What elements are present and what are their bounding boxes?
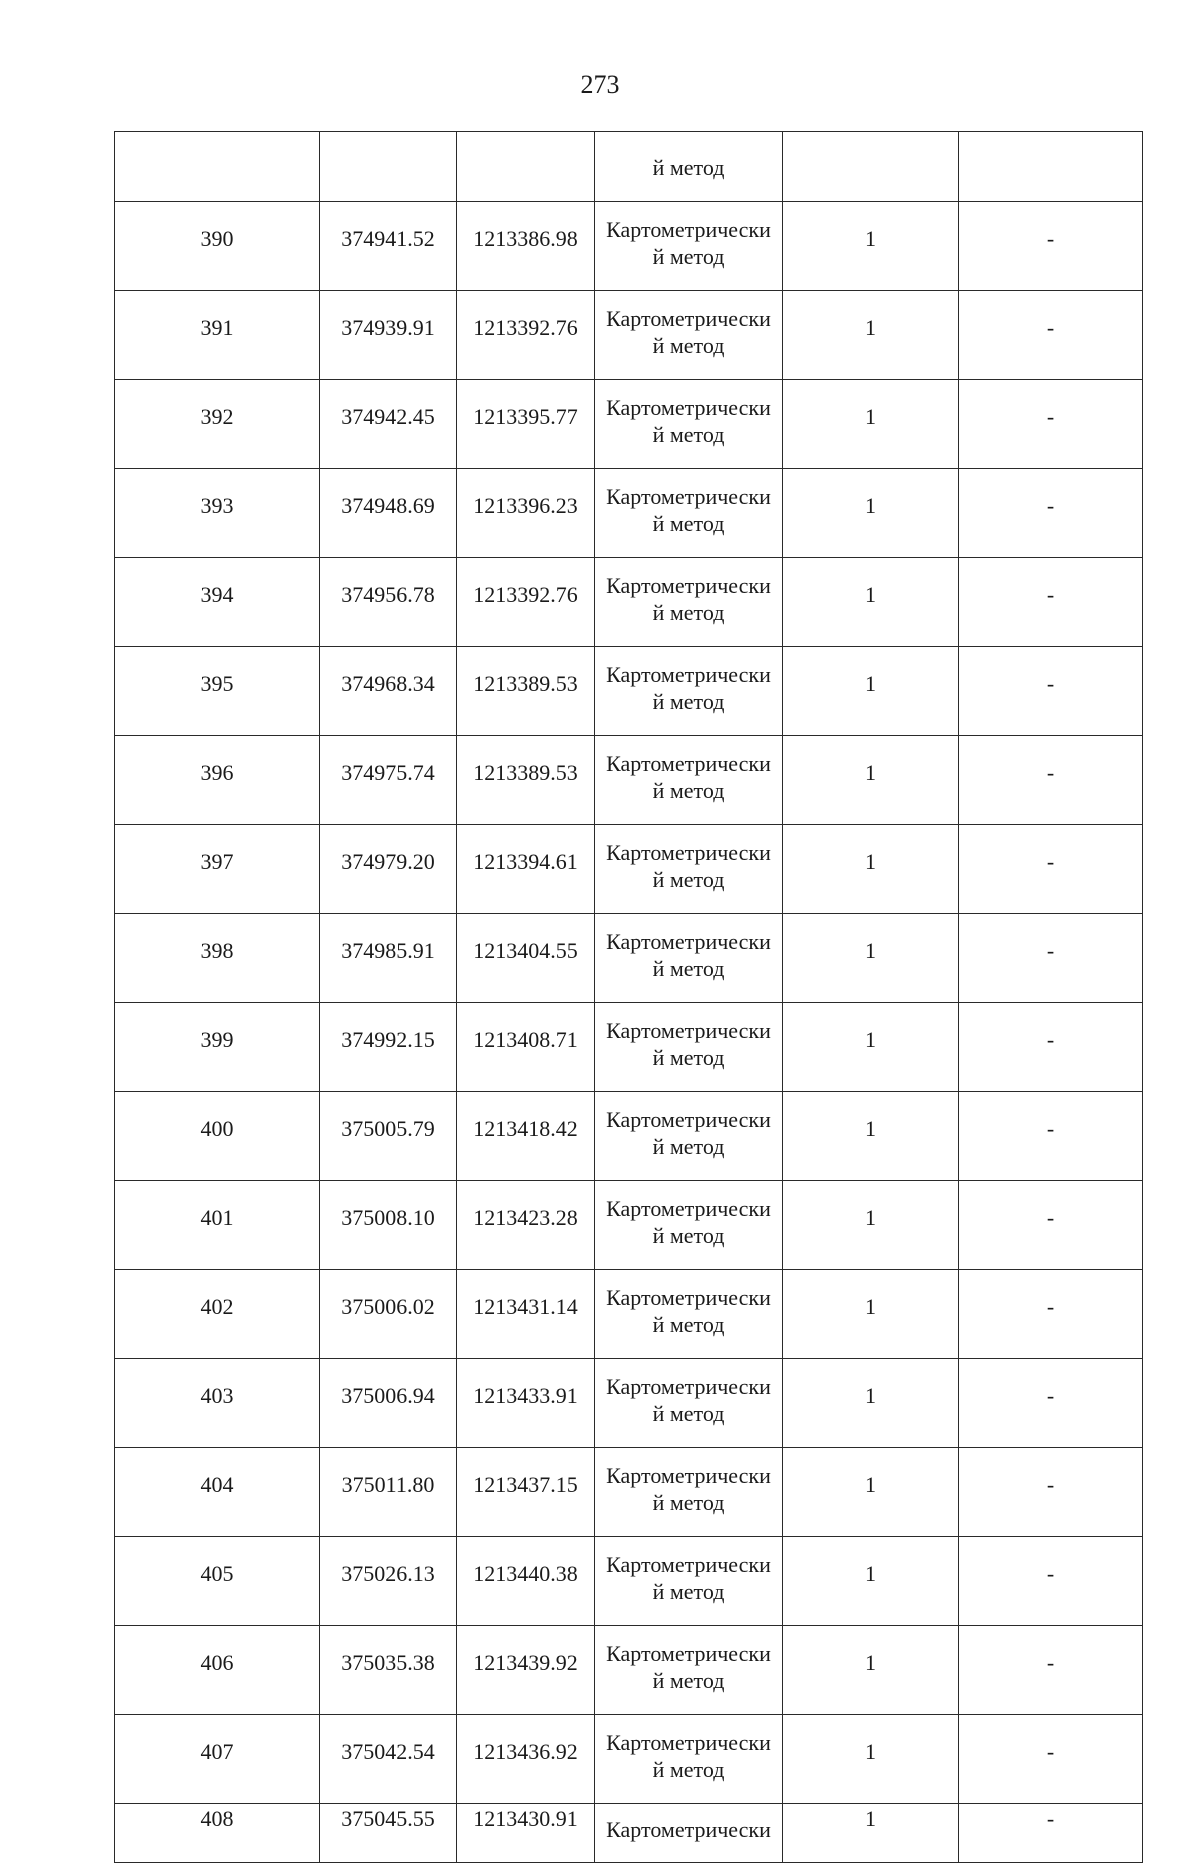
cell-x: 374942.45 xyxy=(320,380,457,469)
cell-y: 1213386.98 xyxy=(457,202,595,291)
cell-point: 398 xyxy=(115,914,320,1003)
method-text: Картометрически й метод xyxy=(606,1107,771,1159)
cell-y: 1213389.53 xyxy=(457,647,595,736)
cell-method xyxy=(595,1448,783,1537)
cell-x: 375008.10 xyxy=(320,1181,457,1270)
cell-method xyxy=(595,1626,783,1715)
cell-x: 375011.80 xyxy=(320,1448,457,1537)
cell-x: 374979.20 xyxy=(320,825,457,914)
table-row xyxy=(115,1804,1143,1863)
table-row xyxy=(115,558,1143,647)
table-row xyxy=(115,1448,1143,1537)
method-text: Картометрически й метод xyxy=(606,484,771,536)
cell-y: 1213389.53 xyxy=(457,736,595,825)
cell-y: 1213440.38 xyxy=(457,1537,595,1626)
cell-method xyxy=(595,1003,783,1092)
method-text: Картометрически xyxy=(606,1817,771,1842)
cell-method xyxy=(595,1537,783,1626)
cell-point: 397 xyxy=(115,825,320,914)
cell-x: 375026.13 xyxy=(320,1537,457,1626)
cell-point: 406 xyxy=(115,1626,320,1715)
cell-x: 375045.55 xyxy=(320,1804,457,1863)
table-row xyxy=(115,1537,1143,1626)
cell-point: 396 xyxy=(115,736,320,825)
cell-method xyxy=(595,736,783,825)
cell-precision: 1 xyxy=(783,647,959,736)
cell-note: - xyxy=(959,1537,1143,1626)
table-row xyxy=(115,291,1143,380)
cell-x: 375006.94 xyxy=(320,1359,457,1448)
method-text: Картометрически й метод xyxy=(606,840,771,892)
cell-y: 1213394.61 xyxy=(457,825,595,914)
cell-method xyxy=(595,1181,783,1270)
method-text: Картометрически й метод xyxy=(606,1196,771,1248)
table-row xyxy=(115,469,1143,558)
cell-y: 1213437.15 xyxy=(457,1448,595,1537)
table-row xyxy=(115,1715,1143,1804)
cell-point: 395 xyxy=(115,647,320,736)
cell-precision: 1 xyxy=(783,914,959,1003)
cell-precision: 1 xyxy=(783,1537,959,1626)
cell-note: - xyxy=(959,1359,1143,1448)
cell-note: - xyxy=(959,736,1143,825)
cell-y: 1213396.23 xyxy=(457,469,595,558)
method-text: Картометрически й метод xyxy=(606,751,771,803)
cell-method xyxy=(595,1270,783,1359)
cell-y: 1213430.91 xyxy=(457,1804,595,1863)
method-text: Картометрически й метод xyxy=(606,1552,771,1604)
cell-y xyxy=(457,132,595,202)
cell-note: - xyxy=(959,1804,1143,1863)
cell-point: 403 xyxy=(115,1359,320,1448)
table-row xyxy=(115,1003,1143,1092)
cell-x: 374968.34 xyxy=(320,647,457,736)
cell-note xyxy=(959,132,1143,202)
cell-method xyxy=(595,380,783,469)
cell-note: - xyxy=(959,1003,1143,1092)
coordinates-table xyxy=(114,131,1143,1863)
cell-precision: 1 xyxy=(783,1003,959,1092)
method-text: Картометрически й метод xyxy=(606,1018,771,1070)
method-text: Картометрически й метод xyxy=(606,1641,771,1693)
cell-precision: 1 xyxy=(783,1359,959,1448)
table-row xyxy=(115,914,1143,1003)
cell-precision xyxy=(783,132,959,202)
cell-x: 374975.74 xyxy=(320,736,457,825)
cell-note: - xyxy=(959,202,1143,291)
cell-y: 1213439.92 xyxy=(457,1626,595,1715)
cell-point xyxy=(115,132,320,202)
cell-precision: 1 xyxy=(783,1181,959,1270)
cell-x: 374941.52 xyxy=(320,202,457,291)
cell-precision: 1 xyxy=(783,1092,959,1181)
cell-precision: 1 xyxy=(783,291,959,380)
cell-precision: 1 xyxy=(783,825,959,914)
cell-method xyxy=(595,914,783,1003)
table-row xyxy=(115,825,1143,914)
cell-precision: 1 xyxy=(783,558,959,647)
cell-method xyxy=(595,1715,783,1804)
cell-note: - xyxy=(959,825,1143,914)
cell-y: 1213392.76 xyxy=(457,291,595,380)
cell-note: - xyxy=(959,1270,1143,1359)
method-text: Картометрически й метод xyxy=(606,395,771,447)
table-row xyxy=(115,202,1143,291)
cell-note: - xyxy=(959,1448,1143,1537)
method-text: Картометрически й метод xyxy=(606,1730,771,1782)
cell-method xyxy=(595,291,783,380)
cell-point: 401 xyxy=(115,1181,320,1270)
cell-note: - xyxy=(959,291,1143,380)
cell-x: 375005.79 xyxy=(320,1092,457,1181)
cell-precision: 1 xyxy=(783,1270,959,1359)
cell-y: 1213408.71 xyxy=(457,1003,595,1092)
cell-precision: 1 xyxy=(783,1626,959,1715)
cell-precision: 1 xyxy=(783,380,959,469)
table-row xyxy=(115,1270,1143,1359)
table-row xyxy=(115,1626,1143,1715)
cell-y: 1213404.55 xyxy=(457,914,595,1003)
cell-point: 399 xyxy=(115,1003,320,1092)
cell-y: 1213431.14 xyxy=(457,1270,595,1359)
method-text: Картометрически й метод xyxy=(606,573,771,625)
cell-y: 1213418.42 xyxy=(457,1092,595,1181)
cell-y: 1213423.28 xyxy=(457,1181,595,1270)
cell-y: 1213436.92 xyxy=(457,1715,595,1804)
method-text: Картометрически й метод xyxy=(606,929,771,981)
cell-method xyxy=(595,469,783,558)
cell-point: 393 xyxy=(115,469,320,558)
cell-note: - xyxy=(959,380,1143,469)
cell-method xyxy=(595,1804,783,1863)
cell-method xyxy=(595,1359,783,1448)
table-row xyxy=(115,1359,1143,1448)
table-row xyxy=(115,1092,1143,1181)
cell-x: 374956.78 xyxy=(320,558,457,647)
cell-point: 408 xyxy=(115,1804,320,1863)
cell-note: - xyxy=(959,1715,1143,1804)
cell-note: - xyxy=(959,558,1143,647)
cell-y: 1213433.91 xyxy=(457,1359,595,1448)
table-body xyxy=(115,132,1143,1863)
cell-point: 405 xyxy=(115,1537,320,1626)
table-row xyxy=(115,1181,1143,1270)
page-number: 273 xyxy=(580,70,620,99)
cell-note: - xyxy=(959,647,1143,736)
table-row xyxy=(115,736,1143,825)
cell-point: 392 xyxy=(115,380,320,469)
cell-point: 404 xyxy=(115,1448,320,1537)
cell-x: 375035.38 xyxy=(320,1626,457,1715)
cell-note: - xyxy=(959,1181,1143,1270)
cell-point: 407 xyxy=(115,1715,320,1804)
cell-x: 374939.91 xyxy=(320,291,457,380)
cell-method xyxy=(595,825,783,914)
cell-point: 394 xyxy=(115,558,320,647)
method-text: Картометрически й метод xyxy=(606,217,771,269)
cell-x: 374985.91 xyxy=(320,914,457,1003)
cell-precision: 1 xyxy=(783,1448,959,1537)
method-text: Картометрически й метод xyxy=(606,306,771,358)
cell-note: - xyxy=(959,914,1143,1003)
method-text: Картометрически й метод xyxy=(606,1285,771,1337)
continuation-row xyxy=(115,132,1143,202)
cell-x xyxy=(320,132,457,202)
cell-precision: 1 xyxy=(783,1804,959,1863)
method-text: Картометрически й метод xyxy=(606,1374,771,1426)
cell-note: - xyxy=(959,469,1143,558)
cell-y: 1213392.76 xyxy=(457,558,595,647)
cell-method xyxy=(595,647,783,736)
cell-point: 390 xyxy=(115,202,320,291)
cell-x: 375006.02 xyxy=(320,1270,457,1359)
cell-precision: 1 xyxy=(783,736,959,825)
table-row xyxy=(115,380,1143,469)
cell-precision: 1 xyxy=(783,469,959,558)
cell-x: 374948.69 xyxy=(320,469,457,558)
cell-precision: 1 xyxy=(783,1715,959,1804)
cell-point: 400 xyxy=(115,1092,320,1181)
table-row xyxy=(115,647,1143,736)
cell-note: - xyxy=(959,1092,1143,1181)
method-text: Картометрически й метод xyxy=(606,662,771,714)
cell-method xyxy=(595,1092,783,1181)
cell-x: 374992.15 xyxy=(320,1003,457,1092)
cell-method xyxy=(595,202,783,291)
method-text: Картометрически й метод xyxy=(606,1463,771,1515)
cell-y: 1213395.77 xyxy=(457,380,595,469)
cell-point: 402 xyxy=(115,1270,320,1359)
cell-method: й метод xyxy=(595,132,783,202)
cell-point: 391 xyxy=(115,291,320,380)
cell-x: 375042.54 xyxy=(320,1715,457,1804)
cell-method xyxy=(595,558,783,647)
cell-note: - xyxy=(959,1626,1143,1715)
cell-precision: 1 xyxy=(783,202,959,291)
